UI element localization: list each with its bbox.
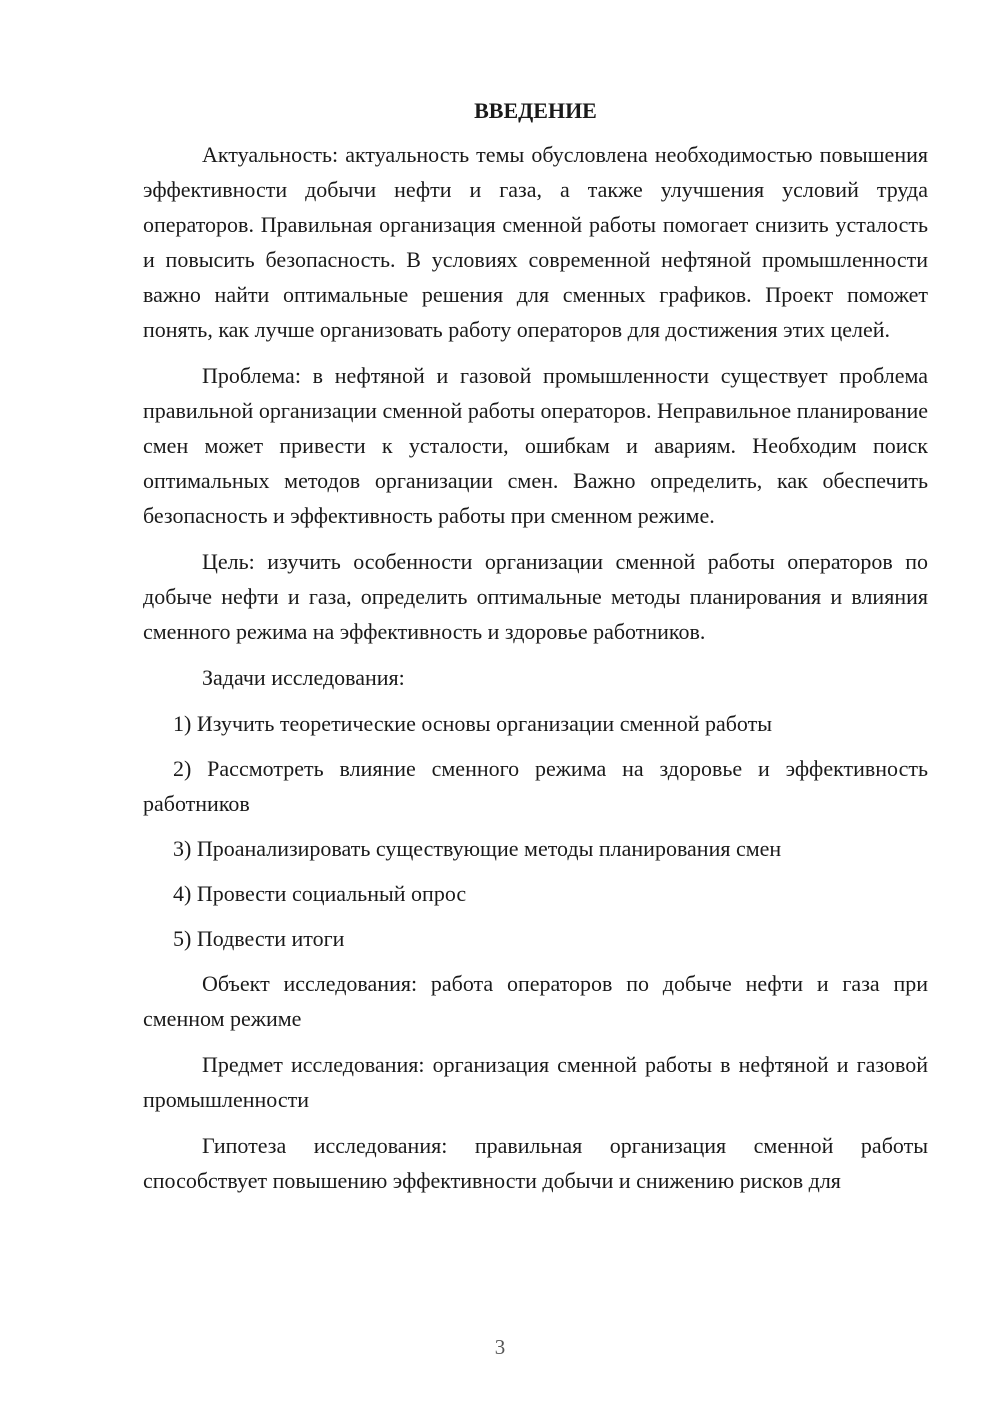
paragraph-goal: Цель: изучить особенности организации сменной работы операторов по добыче нефти и газа, определить оптимальные методы планирования и влияния сменного режима на эффективность и здоровье работников. bbox=[143, 549, 928, 644]
paragraph-subject: Предмет исследования: организация сменной работы в нефтяной и газовой промышленности bbox=[143, 1052, 928, 1112]
paragraph-object: Объект исследования: работа операторов по добыче нефти и газа при сменном режиме bbox=[143, 971, 928, 1031]
task-item-1: 1) Изучить теоретические основы организации сменной работы bbox=[173, 711, 773, 736]
page-title: ВВЕДЕНИЕ bbox=[474, 98, 597, 123]
task-item-2: 2) Рассмотреть влияние сменного режима на здоровье и эффективность работников bbox=[143, 756, 928, 816]
paragraph-relevance: Актуальность: актуальность темы обусловлена необходимостью повышения эффективности добычи нефти и газа, а также улучшения условий труда операторов. Правильная организация сменной работы помогает снизить усталость и повысить безопасность. В условиях современной нефтяной промышленности важно найти оптимальные решения для сменных графиков. Проект поможет понять, как лучше организовать работу операторов для достижения этих целей. bbox=[143, 142, 928, 342]
task-item-4: 4) Провести социальный опрос bbox=[173, 881, 467, 906]
page-number: 3 bbox=[494, 1335, 506, 1359]
paragraph-tasks-heading: Задачи исследования: bbox=[202, 665, 405, 690]
paragraph-problem: Проблема: в нефтяной и газовой промышленности существует проблема правильной организации сменной работы операторов. Неправильное планирование смен может привести к усталости, ошибкам и авариям. Необходим поиск оптимальных методов организации смен. Важно определить, как обеспечить безопасность и эффективность работы при сменном режиме. bbox=[143, 363, 928, 528]
page-content bbox=[143, 94, 928, 1209]
paragraph-hypothesis: Гипотеза исследования: правильная организация сменной работы способствует повышению эффективности добычи и снижению рисков для bbox=[143, 1133, 928, 1193]
task-item-5: 5) Подвести итоги bbox=[173, 926, 345, 951]
task-item-3: 3) Проанализировать существующие методы планирования смен bbox=[173, 836, 782, 861]
